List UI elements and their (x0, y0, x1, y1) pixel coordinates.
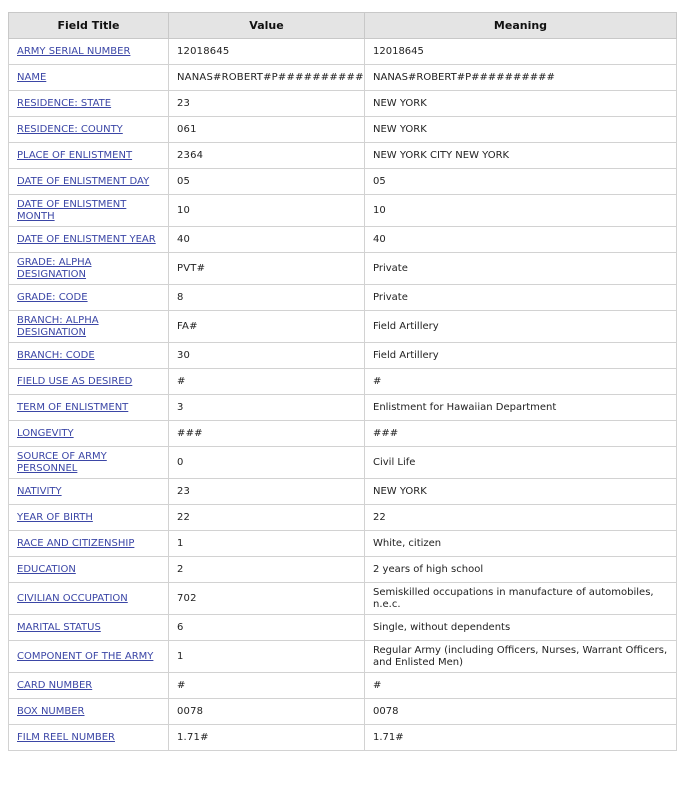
table-row (9, 479, 677, 505)
field-title-link[interactable]: BRANCH: CODE (17, 349, 95, 361)
field-title-link[interactable]: LONGEVITY (17, 427, 74, 439)
value-cell: 0 (169, 447, 365, 479)
value-cell: 23 (169, 91, 365, 117)
record-table-container (8, 12, 676, 751)
field-title-link[interactable]: RESIDENCE: STATE (17, 97, 112, 109)
field-title-cell (9, 65, 169, 91)
value-cell: 6 (169, 615, 365, 641)
field-title-link[interactable]: BOX NUMBER (17, 705, 85, 717)
meaning-cell: 40 (365, 227, 677, 253)
field-title-cell (9, 369, 169, 395)
table-row (9, 505, 677, 531)
meaning-cell: # (365, 369, 677, 395)
field-title-link[interactable]: BRANCH: ALPHA DESIGNATION (17, 314, 99, 338)
meaning-cell: Regular Army (including Officers, Nurses, Warrant Officers, and Enlisted Men) (365, 641, 677, 673)
table-row (9, 91, 677, 117)
table-row (9, 343, 677, 369)
meaning-cell: Private (365, 285, 677, 311)
field-title-cell (9, 699, 169, 725)
table-row (9, 169, 677, 195)
field-title-link[interactable]: RACE AND CITIZENSHIP (17, 537, 135, 549)
value-cell: 30 (169, 343, 365, 369)
table-row (9, 227, 677, 253)
field-title-cell (9, 531, 169, 557)
field-title-link[interactable]: EDUCATION (17, 563, 76, 575)
meaning-cell: 22 (365, 505, 677, 531)
table-row (9, 117, 677, 143)
field-title-cell (9, 447, 169, 479)
table-row (9, 253, 677, 285)
value-cell: 8 (169, 285, 365, 311)
field-title-link[interactable]: GRADE: CODE (17, 291, 88, 303)
field-title-cell (9, 421, 169, 447)
field-title-link[interactable]: NATIVITY (17, 485, 62, 497)
meaning-cell: Civil Life (365, 447, 677, 479)
table-row (9, 641, 677, 673)
field-title-link[interactable]: TERM OF ENLISTMENT (17, 401, 129, 413)
field-title-link[interactable]: FIELD USE AS DESIRED (17, 375, 133, 387)
field-title-cell (9, 583, 169, 615)
field-title-cell (9, 615, 169, 641)
meaning-cell: Field Artillery (365, 343, 677, 369)
meaning-cell: Private (365, 253, 677, 285)
field-title-cell (9, 311, 169, 343)
table-row (9, 699, 677, 725)
field-title-link[interactable]: GRADE: ALPHA DESIGNATION (17, 256, 92, 280)
field-title-cell (9, 117, 169, 143)
table-row (9, 39, 677, 65)
value-cell: 3 (169, 395, 365, 421)
table-row (9, 447, 677, 479)
meaning-cell: NEW YORK (365, 91, 677, 117)
field-title-link[interactable]: DATE OF ENLISTMENT DAY (17, 175, 150, 187)
record-table (8, 12, 677, 751)
meaning-cell: NEW YORK (365, 117, 677, 143)
field-title-link[interactable]: CIVILIAN OCCUPATION (17, 592, 128, 604)
field-title-cell (9, 557, 169, 583)
value-cell: 1.71# (169, 725, 365, 751)
value-cell: NANAS#ROBERT#P########## (169, 65, 365, 91)
table-row (9, 725, 677, 751)
meaning-cell: NEW YORK CITY NEW YORK (365, 143, 677, 169)
field-title-cell (9, 253, 169, 285)
field-title-link[interactable]: DATE OF ENLISTMENT YEAR (17, 233, 156, 245)
value-cell: 1 (169, 641, 365, 673)
value-cell: 05 (169, 169, 365, 195)
table-row (9, 65, 677, 91)
field-title-link[interactable]: PLACE OF ENLISTMENT (17, 149, 133, 161)
meaning-cell: Semiskilled occupations in manufacture of automobiles, n.e.c. (365, 583, 677, 615)
table-row (9, 285, 677, 311)
field-title-link[interactable]: CARD NUMBER (17, 679, 93, 691)
table-row (9, 369, 677, 395)
value-cell: 702 (169, 583, 365, 615)
field-title-link[interactable]: SOURCE OF ARMY PERSONNEL (17, 450, 107, 474)
header-value: Value (169, 13, 365, 39)
value-cell: 10 (169, 195, 365, 227)
field-title-link[interactable]: COMPONENT OF THE ARMY (17, 650, 154, 662)
table-row (9, 421, 677, 447)
meaning-cell: # (365, 673, 677, 699)
table-row (9, 583, 677, 615)
field-title-link[interactable]: DATE OF ENLISTMENT MONTH (17, 198, 127, 222)
meaning-cell: NEW YORK (365, 479, 677, 505)
field-title-cell (9, 725, 169, 751)
field-title-cell (9, 143, 169, 169)
value-cell: # (169, 673, 365, 699)
field-title-cell (9, 195, 169, 227)
field-title-cell (9, 39, 169, 65)
meaning-cell: White, citizen (365, 531, 677, 557)
value-cell: 1 (169, 531, 365, 557)
value-cell: 2364 (169, 143, 365, 169)
meaning-cell: NANAS#ROBERT#P########## (365, 65, 677, 91)
value-cell: 23 (169, 479, 365, 505)
table-row (9, 195, 677, 227)
header-row (9, 13, 677, 39)
meaning-cell: 1.71# (365, 725, 677, 751)
meaning-cell: 12018645 (365, 39, 677, 65)
record-table-body (9, 39, 677, 751)
field-title-cell (9, 343, 169, 369)
field-title-link[interactable]: YEAR OF BIRTH (17, 511, 93, 523)
field-title-cell (9, 479, 169, 505)
value-cell: FA# (169, 311, 365, 343)
table-row (9, 557, 677, 583)
meaning-cell: 0078 (365, 699, 677, 725)
table-row (9, 615, 677, 641)
field-title-link[interactable]: NAME (17, 71, 47, 83)
meaning-cell: 10 (365, 195, 677, 227)
field-title-link[interactable]: MARITAL STATUS (17, 621, 101, 633)
field-title-cell (9, 505, 169, 531)
table-row (9, 395, 677, 421)
table-row (9, 673, 677, 699)
value-cell: ### (169, 421, 365, 447)
meaning-cell: 05 (365, 169, 677, 195)
field-title-cell (9, 169, 169, 195)
value-cell: 0078 (169, 699, 365, 725)
value-cell: 2 (169, 557, 365, 583)
field-title-cell (9, 641, 169, 673)
value-cell: 40 (169, 227, 365, 253)
table-row (9, 143, 677, 169)
field-title-cell (9, 91, 169, 117)
meaning-cell: Enlistment for Hawaiian Department (365, 395, 677, 421)
meaning-cell: 2 years of high school (365, 557, 677, 583)
table-row (9, 531, 677, 557)
header-field-title: Field Title (9, 13, 169, 39)
field-title-link[interactable]: FILM REEL NUMBER (17, 731, 115, 743)
field-title-link[interactable]: ARMY SERIAL NUMBER (17, 45, 131, 57)
field-title-link[interactable]: RESIDENCE: COUNTY (17, 123, 123, 135)
table-row (9, 311, 677, 343)
meaning-cell: Single, without dependents (365, 615, 677, 641)
value-cell: PVT# (169, 253, 365, 285)
field-title-cell (9, 673, 169, 699)
value-cell: # (169, 369, 365, 395)
value-cell: 12018645 (169, 39, 365, 65)
meaning-cell: Field Artillery (365, 311, 677, 343)
field-title-cell (9, 395, 169, 421)
header-meaning: Meaning (365, 13, 677, 39)
meaning-cell: ### (365, 421, 677, 447)
value-cell: 22 (169, 505, 365, 531)
field-title-cell (9, 285, 169, 311)
field-title-cell (9, 227, 169, 253)
value-cell: 061 (169, 117, 365, 143)
